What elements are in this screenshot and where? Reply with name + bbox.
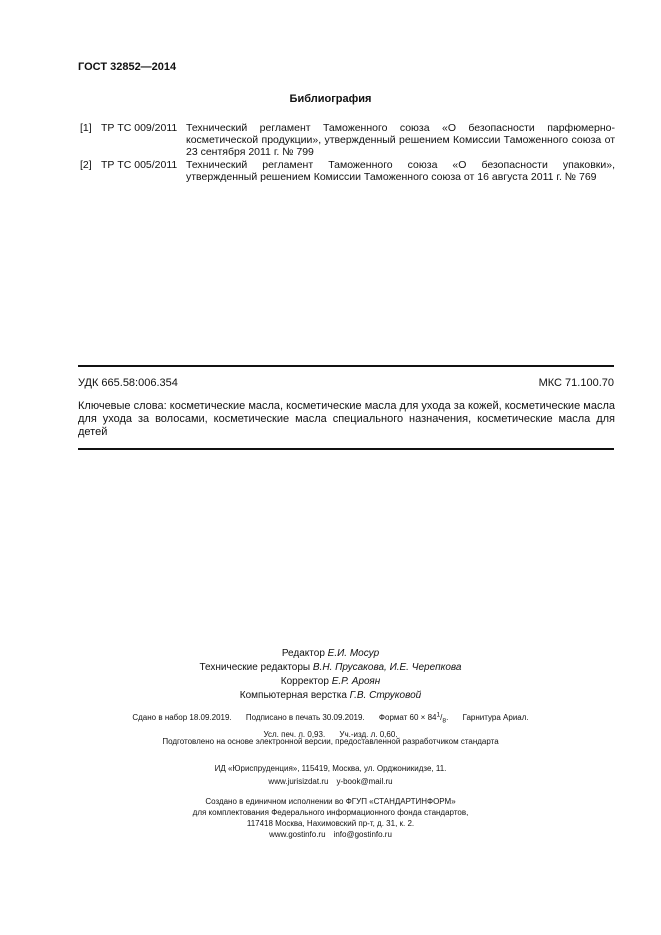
ref-code: ТР ТС 005/2011 <box>101 159 178 171</box>
producer-site[interactable]: www.gostinfo.ru <box>269 830 326 839</box>
corrector-line <box>0 675 661 689</box>
publisher-site[interactable]: www.jurisizdat.ru <box>268 777 329 786</box>
mks-code: МКС 71.100.70 <box>538 377 614 389</box>
producer-email[interactable]: info@gostinfo.ru <box>333 830 392 839</box>
bottom-divider <box>78 448 614 450</box>
tech-editors-line <box>0 661 661 675</box>
editor-label: Редактор <box>281 648 325 659</box>
publisher-address: ИД «Юриспруденция», 115419, Москва, ул. Орджоникидзе, 11. <box>214 764 447 773</box>
ref-number: [1] <box>80 122 92 134</box>
bibliography-title: Библиография <box>289 93 372 105</box>
publisher-info <box>0 762 661 788</box>
layout-label: Компьютерная верстка <box>239 690 347 701</box>
format-den: 8 <box>442 717 447 725</box>
sent-date: Сдано в набор 18.09.2019. <box>132 712 232 722</box>
bibliography-item <box>80 159 615 183</box>
ref-code: ТР ТС 009/2011 <box>101 122 178 134</box>
typeface: Гарнитура Ариал. <box>462 712 529 722</box>
created-line-3: 117418 Москва, Нахимовский пр-т, д. 31, к. 2. <box>246 819 415 828</box>
editor-line <box>0 647 661 661</box>
print-sheets: Усл. печ. л. 0,93. <box>263 730 326 740</box>
ref-number: [2] <box>80 159 92 171</box>
created-line-1: Создано в единичном исполнении во ФГУП «СТАНДАРТИНФОРМ» <box>205 797 456 806</box>
bibliography-item <box>80 122 615 158</box>
corrector-label: Корректор <box>280 676 329 687</box>
ref-text: Технический регламент Таможенного союза «О безопасности парфюмерно-косметической продукции», утвержденный решением Комиссии Таможенного союза от 23 сентября 2011 г. № 799 <box>186 122 615 158</box>
layout-line <box>0 689 661 703</box>
keywords: Ключевые слова: косметические масла, косметические масла для ухода за кожей, косметические масла для ухода за волосами, косметические масла специального назначения, косметические масла для детей <box>78 400 615 438</box>
prepared-note: Подготовлено на основе электронной версии, предоставленной разработчиком стандарта <box>162 737 499 746</box>
tech-editors-label: Технические редакторы <box>199 662 311 673</box>
top-divider <box>78 365 614 367</box>
corrector-name: Е.Р. Ароян <box>331 676 381 687</box>
document-id: ГОСТ 32852—2014 <box>78 61 177 73</box>
editor-name: Е.И. Мосур <box>327 648 380 659</box>
ref-text: Технический регламент Таможенного союза «О безопасности упаковки», утвержденный решением Комиссии Таможенного союза от 16 августа 2011 г. № 769 <box>186 159 615 183</box>
credits <box>0 647 661 703</box>
paper-format: Формат $60 \times 84^1/_8$. <box>378 711 449 725</box>
format-num: 1 <box>436 711 441 718</box>
publisher-email[interactable]: y-book@mail.ru <box>336 777 393 786</box>
created-line-2: для комплектования Федерального информационного фонда стандартов, <box>192 808 469 817</box>
signed-date: Подписано в печать 30.09.2019. <box>245 712 365 722</box>
producer-info <box>0 796 661 840</box>
layout-name: Г.В. Струковой <box>349 690 422 701</box>
udk-code: УДК 665.58:006.354 <box>78 377 178 389</box>
tech-editors-names: В.Н. Прусакова, И.Е. Черепкова <box>312 662 462 673</box>
pub-sheets: Уч.-изд. л. 0,60. <box>339 730 398 740</box>
